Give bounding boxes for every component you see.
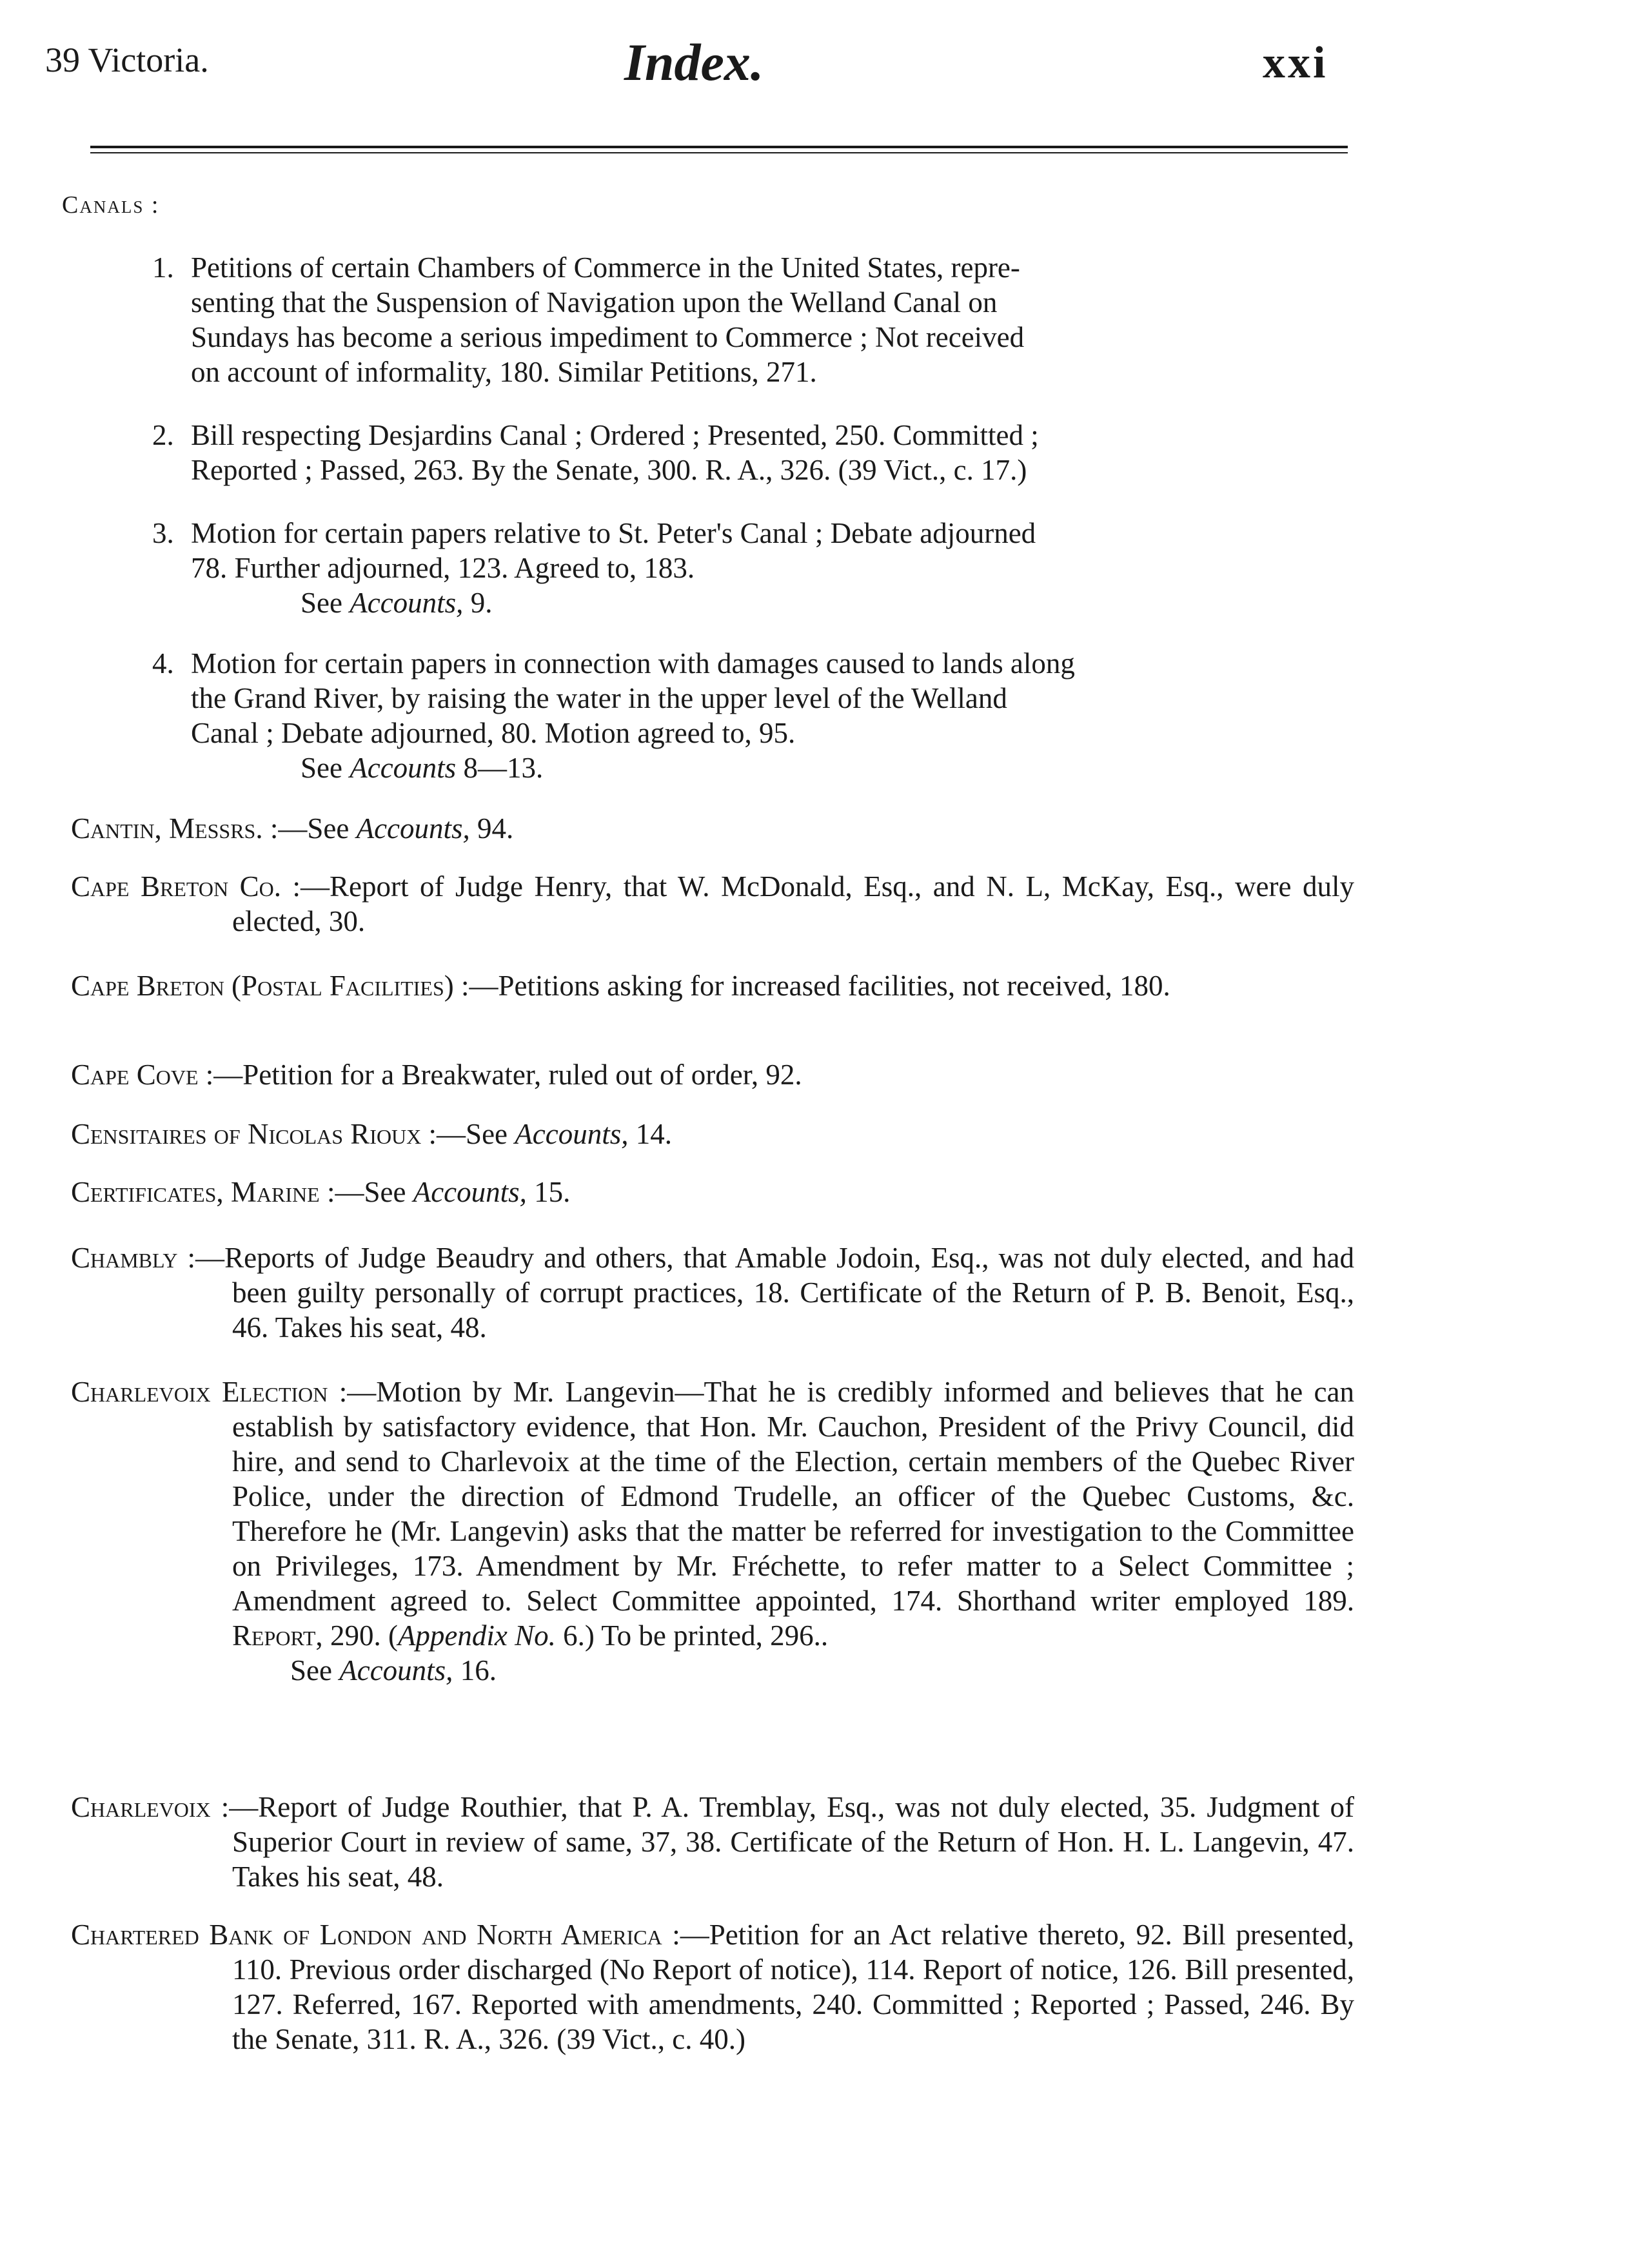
entry-heading: Charlevoix <box>71 1791 211 1823</box>
see-reference: See Accounts, 16. <box>290 1654 497 1686</box>
accounts-ref: Accounts, <box>515 1118 629 1150</box>
item-line: Reported ; Passed, 263. By the Senate, 300. R. A., 326. (39 Vict., c. 17.) <box>191 454 1027 486</box>
accounts-ref: Accounts, <box>339 1654 453 1686</box>
item-line: Motion for certain papers in connection with damages caused to lands along <box>191 647 1075 679</box>
entry-heading: Cape Cove <box>71 1059 199 1091</box>
entry-cape-cove: Cape Cove :—Petition for a Breakwater, ruled out of order, 92. <box>71 1059 802 1091</box>
item-line: Motion for certain papers relative to St. Peter's Canal ; Debate adjourned <box>191 517 1036 549</box>
entry-text: Petition for an Act relative thereto, 92. Bill presented, 110. Previous order discharged (No Report of notice), 114. Report of notice, 126. Bill presented, 127. Referred, 167. Reported with amendments, 240. Committed ; Reported ; Passed, 246. By the Senate, 311. R. A., 326. (39 Vict., c. 40.) <box>232 1919 1355 2055</box>
entry-heading: Cape Breton (Postal Facilities) <box>71 970 454 1002</box>
entry-heading: Charlevoix Election <box>71 1376 328 1408</box>
item-text <box>191 250 1348 389</box>
entry-charlevoix-election: Charlevoix Election :—Motion by Mr. Langevin—That he is credibly informed and believes that he can establish by satisfactory evidence, that Hon. Mr. Cauchon, President of the Privy Council, did hire, and send to Charlevoix at the time of the Election, certain members of the Quebec River Police, under the direction of Edmond Trudelle, an officer of the Quebec Customs, &c. Therefore he (Mr. Langevin) asks that the matter be referred for investigation to the Committee on Privileges, 173. Amendment by Mr. Fréchette, to refer matter to a Select Committee ; Amendment agreed to. Select Committee appointed, 174. Shorthand writer employed 189. Report, 290. (Appendix No. 6.) To be printed, 296.. See Accounts, 16. <box>71 1376 1354 1686</box>
item-text <box>191 418 1348 487</box>
see-reference: See Accounts 8—13. <box>301 752 544 784</box>
entry-certificates-marine: Certificates, Marine :—See Accounts, 15. <box>71 1176 571 1208</box>
canal-item-1 <box>152 250 1348 389</box>
entry-chambly: Chambly :—Reports of Judge Beaudry and others, that Amable Jodoin, Esq., was not duly elected, and had been guilty personally of corrupt practices, 18. Certificate of the Return of P. B. Benoit, Esq., 46. Takes his seat, 48. <box>71 1242 1354 1344</box>
item-text <box>191 516 1348 620</box>
header-rule-thin <box>90 152 1348 153</box>
entry-text: Report of Judge Routhier, that P. A. Tremblay, Esq., was not duly elected, 35. Judgment of Superior Court in review of same, 37, 38. Certificate of the Return of Hon. H. L. Langevin, 47. Takes his seat, 48. <box>232 1791 1354 1893</box>
canal-item-3 <box>152 516 1348 620</box>
entry-censitaires: Censitaires of Nicolas Rioux :—See Accounts, 14. <box>71 1118 672 1150</box>
item-number: 4. <box>152 647 174 679</box>
item-line: Petitions of certain Chambers of Commerce in the United States, repre- <box>191 251 1020 284</box>
entry-text: Petition for a Breakwater, ruled out of order, 92. <box>242 1059 802 1091</box>
canal-item-2 <box>152 418 1348 487</box>
running-header-left: 39 Victoria. <box>45 41 209 79</box>
accounts-ref: Accounts, <box>413 1176 527 1208</box>
page-number: xxi <box>1263 38 1328 88</box>
item-number: 1. <box>152 251 174 284</box>
entry-heading: Cantin, Messrs. <box>71 812 263 845</box>
entry-text: Motion by Mr. Langevin—That he is credibly informed and believes that he can establish by satisfactory evidence, that Hon. Mr. Cauchon, President of the Privy Council, did hire, and send to Charlevoix at the time of the Election, certain members of the Quebec River Police, under the direction of Edmond Trudelle, an officer of the Quebec Customs, &c. Therefore he (Mr. Langevin) asks that the matter be referred for investigation to the Committee on Privileges, 173. Amendment by Mr. Fréchette, to refer matter to a Select Committee ; Amendment agreed to. Select Committee appointed, 174. Shorthand writer employed 189. <box>232 1376 1354 1617</box>
entry-cape-breton-postal: Cape Breton (Postal Facilities) :—Petitions asking for increased facilities, not received, 180. <box>71 970 1170 1002</box>
entry-heading: Chartered Bank of London and North America <box>71 1919 662 1951</box>
item-line: Sundays has become a serious impediment to Commerce ; Not received <box>191 321 1025 353</box>
running-header-title: Index. <box>624 33 764 92</box>
header-rule-thick <box>90 146 1348 148</box>
item-line: senting that the Suspension of Navigation upon the Welland Canal on <box>191 286 998 318</box>
appendix-ref: Appendix No. <box>397 1619 556 1652</box>
item-line: 78. Further adjourned, 123. Agreed to, 183. <box>191 552 695 584</box>
accounts-ref: Accounts <box>350 752 457 784</box>
accounts-ref: Accounts, <box>356 812 470 845</box>
entry-heading: Chambly <box>71 1242 178 1274</box>
entry-chartered-bank: Chartered Bank of London and North America :—Petition for an Act relative thereto, 92. Bill presented, 110. Previous order discharged (No Report of notice), 114. Report of notice, 126. Bill presented, 127. Referred, 167. Reported with amendments, 240. Committed ; Reported ; Passed, 246. By the Senate, 311. R. A., 326. (39 Vict., c. 40.) <box>71 1919 1355 2055</box>
item-line: on account of informality, 180. Similar Petitions, 271. <box>191 356 817 388</box>
entry-text: Report of Judge Henry, that W. McDonald, Esq., and N. L, McKay, Esq., were duly elected, 30. <box>232 870 1354 937</box>
accounts-ref: Accounts, <box>350 587 464 619</box>
entry-heading: Censitaires of Nicolas Rioux <box>71 1118 422 1150</box>
entry-heading: Cape Breton Co. <box>71 870 281 903</box>
item-number: 2. <box>152 419 174 451</box>
entry-text: Reports of Judge Beaudry and others, that Amable Jodoin, Esq., was not duly elected, and had been guilty personally of corrupt practices, 18. Certificate of the Return of P. B. Benoit, Esq., 46. Takes his seat, 48. <box>224 1242 1354 1344</box>
entry-heading: Certificates, Marine <box>71 1176 320 1208</box>
entry-cantin: Cantin, Messrs. :—See Accounts, 94. <box>71 812 514 845</box>
canal-item-4 <box>152 646 1348 785</box>
section-heading-canals: Canals : <box>62 191 160 219</box>
entry-charlevoix: Charlevoix :—Report of Judge Routhier, that P. A. Tremblay, Esq., was not duly elected, 35. Judgment of Superior Court in review of same, 37, 38. Certificate of the Return of Hon. H. L. Langevin, 47. Takes his seat, 48. <box>71 1791 1354 1893</box>
item-text <box>191 646 1348 785</box>
item-line: Canal ; Debate adjourned, 80. Motion agreed to, 95. <box>191 717 796 749</box>
report-label: Report, <box>232 1619 323 1652</box>
entry-text: Petitions asking for increased facilities, not received, 180. <box>498 970 1170 1002</box>
item-line: the Grand River, by raising the water in the upper level of the Welland <box>191 682 1007 714</box>
item-line: Bill respecting Desjardins Canal ; Ordered ; Presented, 250. Committed ; <box>191 419 1039 451</box>
entry-cape-breton-co: Cape Breton Co. :—Report of Judge Henry, that W. McDonald, Esq., and N. L, McKay, Esq., were duly elected, 30. <box>71 870 1354 937</box>
item-number: 3. <box>152 517 174 549</box>
see-reference: See Accounts, 9. <box>301 587 493 619</box>
